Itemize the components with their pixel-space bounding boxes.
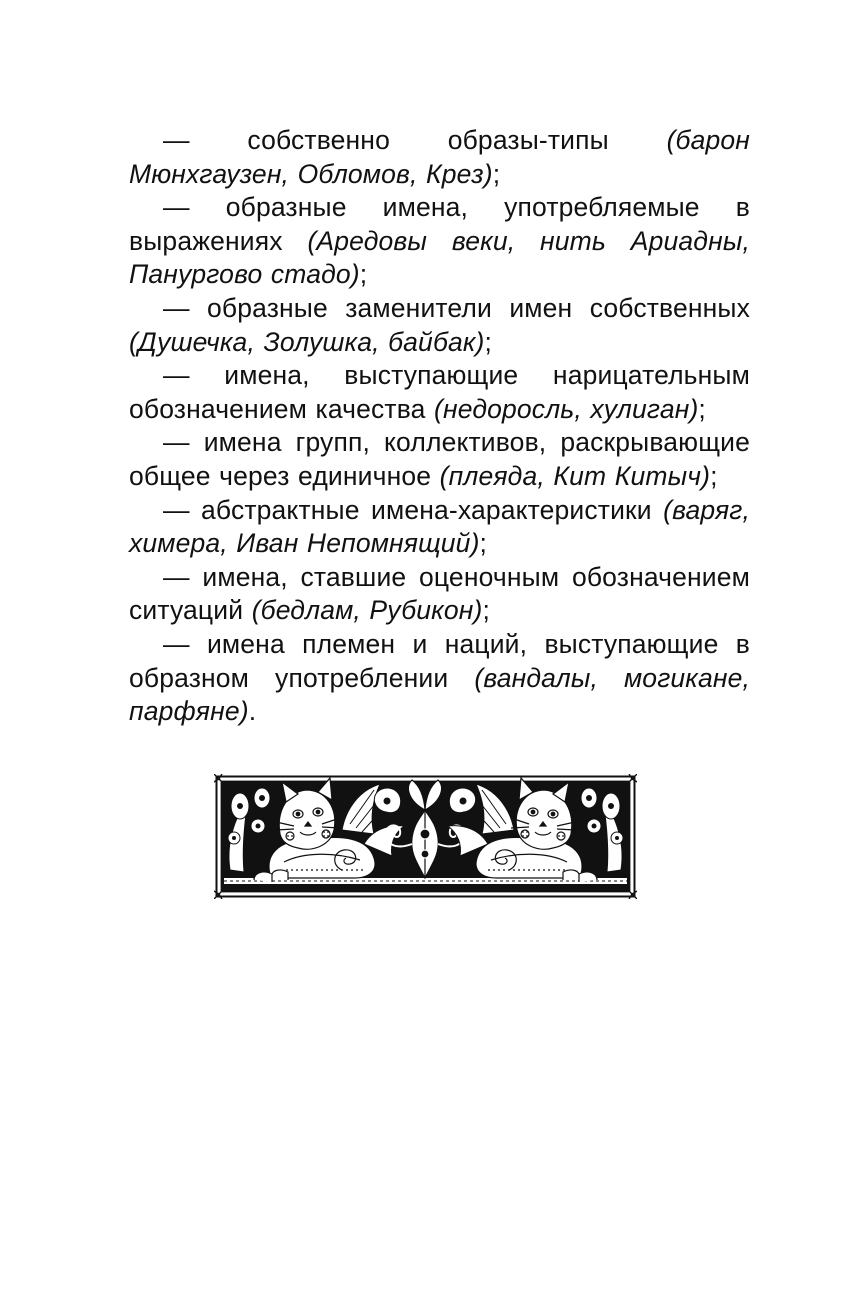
item-examples: (варяг, химера, Иван Непомнящий) (129, 494, 750, 559)
list-item (129, 359, 750, 426)
item-tail: ; (492, 158, 501, 189)
item-tail: ; (484, 326, 493, 357)
item-examples: (плеяда, Кит Китыч) (439, 460, 711, 491)
item-tail: . (248, 696, 257, 727)
item-lead: — имена, выступающие нарицательным обозначением качества (129, 360, 750, 424)
item-tail: ; (710, 460, 718, 491)
item-tail: ; (359, 259, 368, 290)
item-lead: — имена племен и наций, выступающие в образном употреблении (129, 628, 750, 693)
item-lead: — образные заменители имен собственных (163, 292, 750, 323)
item-examples: (бедлам, Рубикон) (251, 595, 483, 626)
list-item (129, 191, 750, 292)
item-lead: — абстрактные имена-характеристики (163, 494, 664, 525)
list-item (129, 426, 750, 493)
item-examples: (вандалы, могикане, парфяне) (129, 662, 750, 727)
list-item (129, 561, 750, 628)
list-item (129, 292, 750, 359)
item-lead: — имена групп, коллективов, раскрывающие общее через единичное (129, 427, 750, 491)
item-examples: (недоросль, хулиган) (434, 393, 699, 424)
item-examples: (Душечка, Золушка, байбак) (129, 326, 485, 357)
item-tail: ; (482, 595, 490, 626)
item-examples: (барон Мюнхгаузен, Обломов, Крез) (129, 125, 750, 189)
list-item (129, 124, 750, 191)
item-tail: ; (479, 528, 488, 559)
item-lead: — собственно образы-типы (163, 125, 667, 155)
item-lead: — имена, ставшие оценочным обозначением ситуаций (129, 561, 750, 626)
item-tail: ; (698, 393, 706, 424)
item-examples: (Аредовы веки, нить Ариадны, Панургово стадо) (129, 225, 750, 290)
list-item (129, 628, 750, 729)
list-item (129, 494, 750, 561)
list-of-name-categories (129, 124, 750, 729)
folk-ornament-cats-icon (214, 774, 637, 899)
item-lead: — образные имена, употребляемые в выражениях (129, 192, 750, 256)
